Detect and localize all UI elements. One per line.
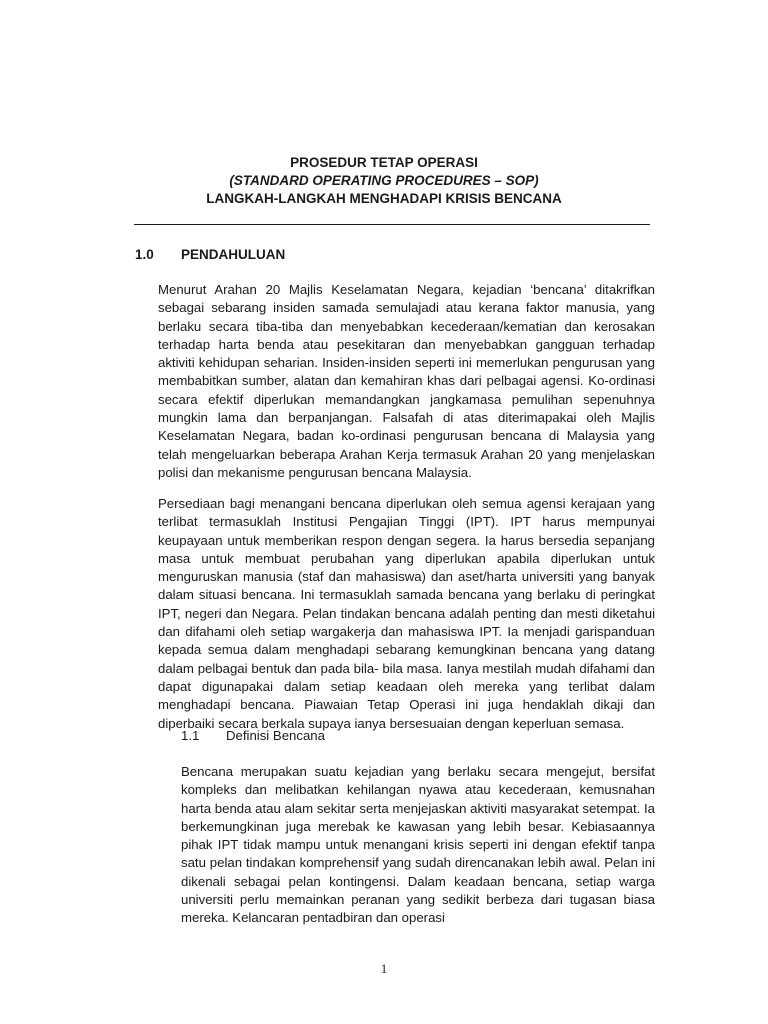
section-heading: [135, 246, 285, 264]
subsection-heading: [181, 727, 325, 745]
intro-paragraph-2: Persediaan bagi menangani bencana diperlukan oleh semua agensi kerajaan yang terlibat termasuklah Institusi Pengajian Tinggi (IPT). IPT harus mempunyai keupayaan untuk memberikan respon dengan segera. Ia harus bersedia sepanjang masa untuk membuat perubahan yang diperlukan apabila diperlukan untuk menguruskan manusia (staf dan mahasiswa) dan aset/harta universiti yang banyak dalam situasi bencana. Ini termasuklah samada bencana yang berlaku di peringkat IPT, negeri dan Negara. Pelan tindakan bencana adalah penting dan mesti diketahui dan difahami oleh setiap wargakerja dan mahasiswa IPT. Ia menjadi garispanduan kepada semua dalam menghadapi sebarang kemungkinan bencana yang datang dalam pelbagai bentuk dan pada bila- bila masa. Ianya mestilah mudah difahami dan dapat digunapakai dalam setiap keadaan oleh mereka yang terlibat dalam menghadapi bencana. Piawaian Tetap Operasi ini juga hendaklah dikaji dan diperbaiki secara berkala supaya ianya bersesuaian dengan keperluan semasa.: [158, 496, 655, 731]
document-title-block: [0, 154, 768, 208]
section-title: PENDAHULUAN: [181, 247, 286, 262]
section-number: 1.0: [135, 247, 154, 262]
intro-paragraph-1: Menurut Arahan 20 Majlis Keselamatan Negara, kejadian ‘bencana’ ditakrifkan sebagai sebarang insiden samada semulajadi atau kerana faktor manusia, yang berlaku secara tiba-tiba dan menyebabkan kecederaan/kematian dan kerosakan terhadap harta benda atau pesekitaran dan menyebabkan gangguan terhadap aktiviti kehidupan seharian. Insiden-insiden seperti ini memerlukan pengurusan yang membabitkan sumber, alatan dan kemahiran khas dari pelbagai agensi. Ko-ordinasi secara efektif diperlukan memandangkan jangkamasa pemulihan sepenuhnya mungkin lama dan berpanjangan. Falsafah di atas diterimapakai oleh Majlis Keselamatan Negara, badan ko-ordinasi pengurusan bencana di Malaysia yang telah mengeluarkan beberapa Arahan Kerja termasuk Arahan 20 yang menjelaskan polisi dan mekanisme pengurusan bencana Malaysia.: [158, 282, 655, 480]
definition-paragraph: Bencana merupakan suatu kejadian yang berlaku secara mengejut, bersifat kompleks dan melibatkan kehilangan nyawa atau kecederaan, kemusnahan harta benda atau alam sekitar serta menjejaskan aktiviti masyarakat setempat. Ia berkemungkinan juga merebak ke kawasan yang lebih besar. Kebiasaannya pihak IPT tidak mampu untuk menangani krisis seperti ini dengan efektif tanpa satu pelan tindakan komprehensif yang sudah direncanakan lebih awal. Pelan ini dikenali sebagai pelan kontingensi. Dalam keadaan bencana, setiap warga universiti perlu memainkan peranan yang sedikit berbeza dari tugasan biasa mereka. Kelancaran pentadbiran dan operasi: [181, 764, 655, 926]
subsection-number: 1.1: [181, 728, 200, 743]
title-divider: [134, 224, 650, 225]
page-number: 1: [380, 961, 388, 976]
document-subtitle: (STANDARD OPERATING PROCEDURES – SOP): [229, 173, 539, 188]
document-heading: LANGKAH-LANGKAH MENGHADAPI KRISIS BENCANA: [206, 191, 562, 206]
document-title: PROSEDUR TETAP OPERASI: [290, 155, 478, 170]
subsection-title: Definisi Bencana: [226, 728, 325, 743]
